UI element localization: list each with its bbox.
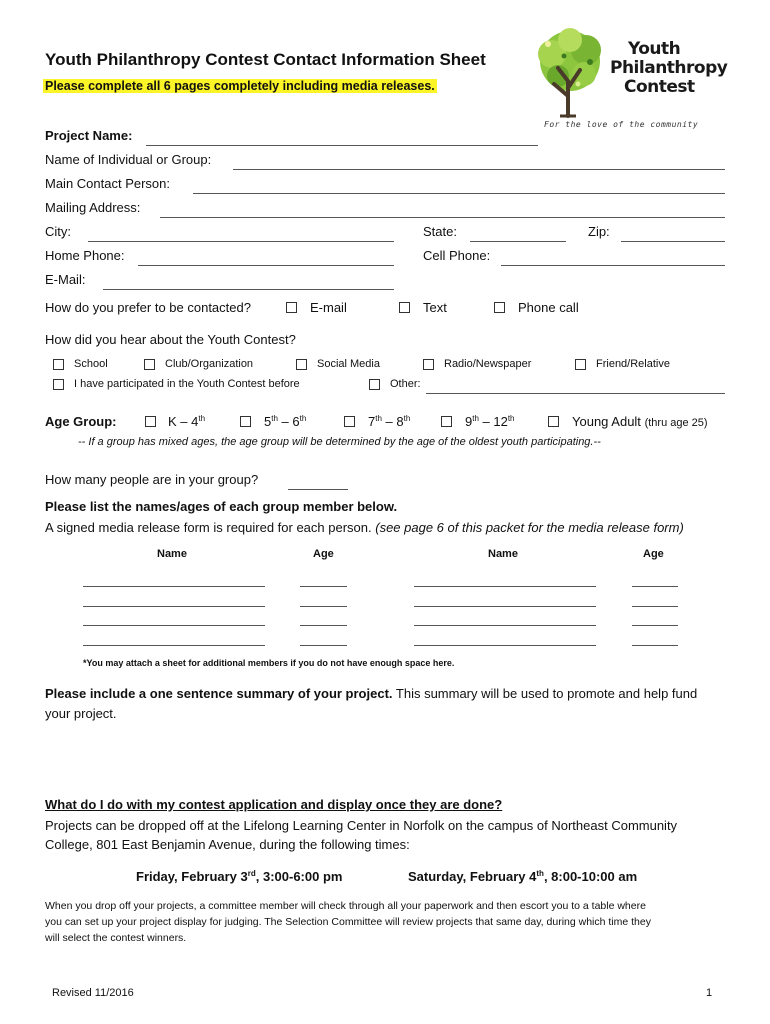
hear-club-checkbox[interactable]: [144, 359, 155, 370]
member-name-field[interactable]: [414, 645, 596, 646]
age-7-8-checkbox[interactable]: [344, 416, 355, 427]
age-young-adult-checkbox[interactable]: [548, 416, 559, 427]
member-age-field[interactable]: [300, 606, 347, 607]
summary-prompt-line2: your project.: [45, 706, 117, 721]
project-name-field[interactable]: [146, 145, 538, 146]
age-7-8-label: 7th – 8th: [368, 414, 411, 429]
member-name-field[interactable]: [83, 586, 265, 587]
member-age-field[interactable]: [632, 586, 678, 587]
project-name-label: Project Name:: [45, 128, 133, 143]
member-age-field[interactable]: [632, 625, 678, 626]
cell-phone-label: Cell Phone:: [423, 248, 491, 263]
age-k4-checkbox[interactable]: [145, 416, 156, 427]
age-9-12-checkbox[interactable]: [441, 416, 452, 427]
individual-group-label: Name of Individual or Group:: [45, 152, 212, 167]
member-age-field[interactable]: [300, 645, 347, 646]
media-release-text: A signed media release form is required for each person. (see page 6 of this packet for the media release form): [45, 520, 684, 535]
group-size-field[interactable]: [288, 489, 348, 490]
age-k4-label: K – 4th: [168, 414, 206, 429]
logo-word-youth: Youth: [628, 39, 681, 59]
page-number: 1: [706, 987, 713, 999]
state-field[interactable]: [470, 241, 566, 242]
hear-social-checkbox[interactable]: [296, 359, 307, 370]
dropoff-para-line2: you can set up your project display for judging. The Selection Committee will review projects that same day, during which time they: [45, 916, 651, 928]
dropoff-para-line3: will select the contest winners.: [45, 932, 187, 944]
hear-other-label: Other:: [390, 378, 421, 390]
page-title: Youth Philanthropy Contest Contact Information Sheet: [45, 50, 486, 69]
dropoff-heading: What do I do with my contest application and display once they are done?: [45, 797, 503, 812]
home-phone-label: Home Phone:: [45, 248, 125, 263]
zip-label: Zip:: [588, 224, 610, 239]
tree-icon: [530, 26, 610, 121]
member-age-field[interactable]: [300, 625, 347, 626]
dropoff-line2: College, 801 East Benjamin Avenue, during the following times:: [45, 837, 410, 852]
revised-date: Revised 11/2016: [52, 987, 134, 999]
cell-phone-field[interactable]: [501, 265, 725, 266]
age-9-12-label: 9th – 12th: [465, 414, 515, 429]
summary-prompt-line1: Please include a one sentence summary of your project. This summary will be used to promote and help fund: [45, 686, 698, 701]
col-header-age-1: Age: [313, 548, 334, 560]
hear-radio-checkbox[interactable]: [423, 359, 434, 370]
hear-participated-label: I have participated in the Youth Contest before: [74, 378, 300, 390]
hear-friend-label: Friend/Relative: [596, 358, 670, 370]
logo-tagline: For the love of the community: [544, 120, 699, 129]
zip-field[interactable]: [621, 241, 725, 242]
hear-about-question: How did you hear about the Youth Contest?: [45, 332, 296, 347]
mailing-address-field[interactable]: [160, 217, 725, 218]
hear-school-label: School: [74, 358, 108, 370]
contact-text-label: Text: [423, 300, 447, 315]
contact-text-checkbox[interactable]: [399, 302, 410, 313]
email-field[interactable]: [103, 289, 394, 290]
hear-school-checkbox[interactable]: [53, 359, 64, 370]
member-name-field[interactable]: [83, 645, 265, 646]
group-size-question: How many people are in your group?: [45, 472, 259, 487]
main-contact-label: Main Contact Person:: [45, 176, 171, 191]
member-age-field[interactable]: [300, 586, 347, 587]
age-5-6-checkbox[interactable]: [240, 416, 251, 427]
group-list-heading: Please list the names/ages of each group member below.: [45, 499, 398, 514]
individual-group-field[interactable]: [233, 169, 725, 170]
hear-club-label: Club/Organization: [165, 358, 254, 370]
col-header-age-2: Age: [643, 548, 664, 560]
hear-friend-checkbox[interactable]: [575, 359, 586, 370]
hear-social-label: Social Media: [317, 358, 380, 370]
contact-email-label: E-mail: [310, 300, 347, 315]
member-name-field[interactable]: [83, 625, 265, 626]
state-label: State:: [423, 224, 457, 239]
hear-radio-label: Radio/Newspaper: [444, 358, 532, 370]
mailing-address-label: Mailing Address:: [45, 200, 141, 215]
hear-other-field[interactable]: [426, 393, 725, 394]
contact-pref-question: How do you prefer to be contacted?: [45, 300, 251, 315]
age-5-6-label: 5th – 6th: [264, 414, 307, 429]
age-group-label: Age Group:: [45, 414, 117, 429]
home-phone-field[interactable]: [138, 265, 394, 266]
age-group-note: -- If a group has mixed ages, the age group will be determined by the age of the oldest youth participating.--: [78, 436, 601, 448]
main-contact-field[interactable]: [193, 193, 725, 194]
member-age-field[interactable]: [632, 645, 678, 646]
email-label: E-Mail:: [45, 272, 86, 287]
dropoff-para-line1: When you drop off your projects, a committee member will check through all your paperwork and then escort you to a table where: [45, 900, 646, 912]
dropoff-line1: Projects can be dropped off at the Lifelong Learning Center in Norfolk on the campus of Northeast Community: [45, 818, 678, 833]
page-subtitle: Please complete all 6 pages completely including media releases.: [45, 79, 435, 93]
hear-other-checkbox[interactable]: [369, 379, 380, 390]
member-name-field[interactable]: [414, 625, 596, 626]
logo-word-philanthropy: Philanthropy: [610, 58, 728, 78]
member-age-field[interactable]: [632, 606, 678, 607]
city-field[interactable]: [88, 241, 394, 242]
logo-word-contest: Contest: [624, 77, 695, 97]
member-name-field[interactable]: [414, 606, 596, 607]
age-young-adult-label: Young Adult (thru age 25): [572, 414, 708, 429]
member-name-field[interactable]: [414, 586, 596, 587]
col-header-name-1: Name: [157, 548, 187, 560]
contest-logo: [530, 26, 728, 136]
contact-email-checkbox[interactable]: [286, 302, 297, 313]
contact-phone-label: Phone call: [518, 300, 579, 315]
dropoff-time-friday: Friday, February 3rd, 3:00-6:00 pm: [136, 869, 343, 884]
hear-participated-checkbox[interactable]: [53, 379, 64, 390]
contact-phone-checkbox[interactable]: [494, 302, 505, 313]
col-header-name-2: Name: [488, 548, 518, 560]
member-name-field[interactable]: [83, 606, 265, 607]
dropoff-time-saturday: Saturday, February 4th, 8:00-10:00 am: [408, 869, 638, 884]
members-footnote: *You may attach a sheet for additional members if you do not have enough space here.: [83, 658, 455, 668]
city-label: City:: [45, 224, 71, 239]
